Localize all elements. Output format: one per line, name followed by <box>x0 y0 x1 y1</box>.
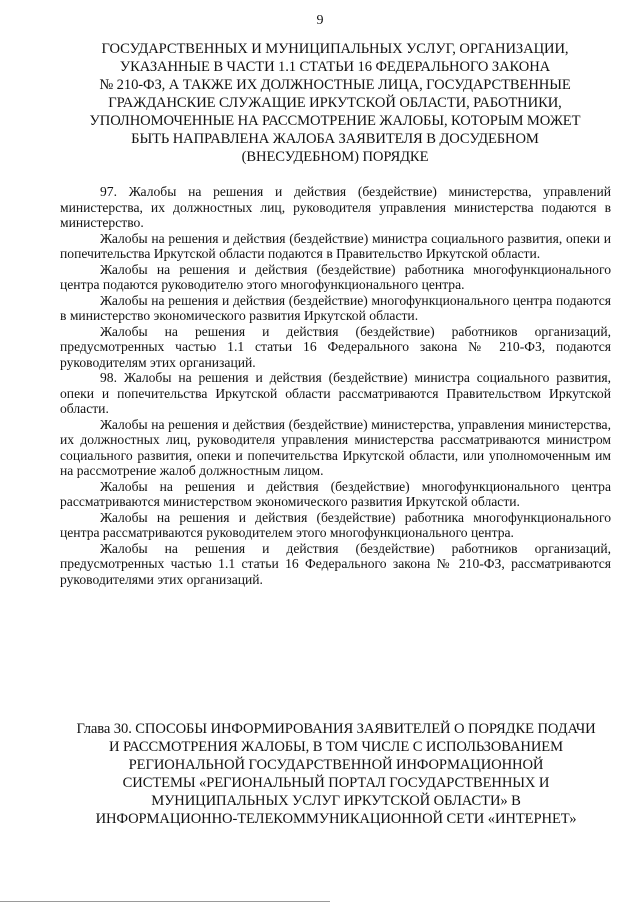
paragraph: Жалобы на решения и действия (бездействие) работников организаций, предусмотренных частью 1.1 статьи 16 Федерального закона № 210-ФЗ, рассматриваются руководителями этих организаций. <box>60 540 611 587</box>
paragraph-97: 97. Жалобы на решения и действия (бездействие) министерства, управлений министерства, их должностных лиц, руководителя управления министерства подаются в министерство. <box>60 184 611 230</box>
paragraph: Жалобы на решения и действия (бездействие) работника многофункционального центра рассматриваются руководителем этого многофункционального центра. <box>60 509 611 540</box>
paragraph: Жалобы на решения и действия (бездействие) работников организаций, предусмотренных частью 1.1 статьи 16 Федерального закона № 210-ФЗ, подаются руководителям этих организаций. <box>60 323 611 370</box>
section-heading-line: УКАЗАННЫЕ В ЧАСТИ 1.1 СТАТЬИ 16 ФЕДЕРАЛЬНОГО ЗАКОНА <box>119 59 551 75</box>
paragraph: Жалобы на решения и действия (бездействие) министра социального развития, опеки и попечительства Иркутской области подаются в Правительство Иркутской области. <box>60 230 611 261</box>
paragraph: Жалобы на решения и действия (бездействие) многофункционального центра рассматриваются министерством экономического развития Иркутской области. <box>60 478 611 509</box>
chapter-heading-line: МУНИЦИПАЛЬНЫХ УСЛУГ ИРКУТСКОЙ ОБЛАСТИ» В <box>151 793 521 809</box>
section-heading-line: ГРАЖДАНСКИЕ СЛУЖАЩИЕ ИРКУТСКОЙ ОБЛАСТИ, РАБОТНИКИ, <box>108 95 562 111</box>
paragraph-98: 98. Жалобы на решения и действия (бездействие) министра социального развития, опеки и попечительства Иркутской области рассматриваются Правительством Иркутской области. <box>60 370 611 416</box>
chapter-heading-line: И РАССМОТРЕНИЯ ЖАЛОБЫ, В ТОМ ЧИСЛЕ С ИСПОЛЬЗОВАНИЕМ <box>108 739 564 755</box>
document-body <box>60 184 611 587</box>
paragraph: Жалобы на решения и действия (бездействие) работника многофункционального центра подаются руководителю этого многофункционального центра. <box>60 261 611 292</box>
page-number: 9 <box>316 13 324 28</box>
scan-edge-line <box>0 901 330 902</box>
section-heading-line: УПОЛНОМОЧЕННЫЕ НА РАССМОТРЕНИЕ ЖАЛОБЫ, КОТОРЫМ МОЖЕТ <box>89 113 581 129</box>
section-heading-line: БЫТЬ НАПРАВЛЕНА ЖАЛОБА ЗАЯВИТЕЛЯ В ДОСУДЕБНОМ <box>131 131 539 147</box>
section-heading <box>70 40 600 166</box>
section-heading-line: № 210-ФЗ, А ТАКЖЕ ИХ ДОЛЖНОСТНЫЕ ЛИЦА, ГОСУДАРСТВЕННЫЕ <box>99 77 571 93</box>
section-heading-line: (ВНЕСУДЕБНОМ) ПОРЯДКЕ <box>241 149 429 165</box>
paragraph: Жалобы на решения и действия (бездействие) многофункционального центра подаются в министерство экономического развития Иркутской области. <box>60 292 611 323</box>
chapter-heading-line: РЕГИОНАЛЬНОЙ ГОСУДАРСТВЕННОЙ ИНФОРМАЦИОННОЙ <box>128 757 544 773</box>
section-heading-line: ГОСУДАРСТВЕННЫХ И МУНИЦИПАЛЬНЫХ УСЛУГ, ОРГАНИЗАЦИИ, <box>101 41 569 57</box>
chapter-heading-line: СИСТЕМЫ «РЕГИОНАЛЬНЫЙ ПОРТАЛ ГОСУДАРСТВЕННЫХ И <box>122 775 550 791</box>
paragraph: Жалобы на решения и действия (бездействие) министерства, управления министерства, их должностных лиц, руководителя управления министерства рассматриваются министром социального развития, опеки и попечительства Иркутской области, или уполномоченным им на рассмотрение жалоб должностным лицом. <box>60 416 611 478</box>
chapter-heading-line: ИНФОРМАЦИОННО-ТЕЛЕКОММУНИКАЦИОННОЙ СЕТИ «ИНТЕРНЕТ» <box>95 811 577 827</box>
chapter-heading <box>66 720 606 828</box>
chapter-heading-line: Глава 30. СПОСОБЫ ИНФОРМИРОВАНИЯ ЗАЯВИТЕЛЕЙ О ПОРЯДКЕ ПОДАЧИ <box>76 721 596 737</box>
